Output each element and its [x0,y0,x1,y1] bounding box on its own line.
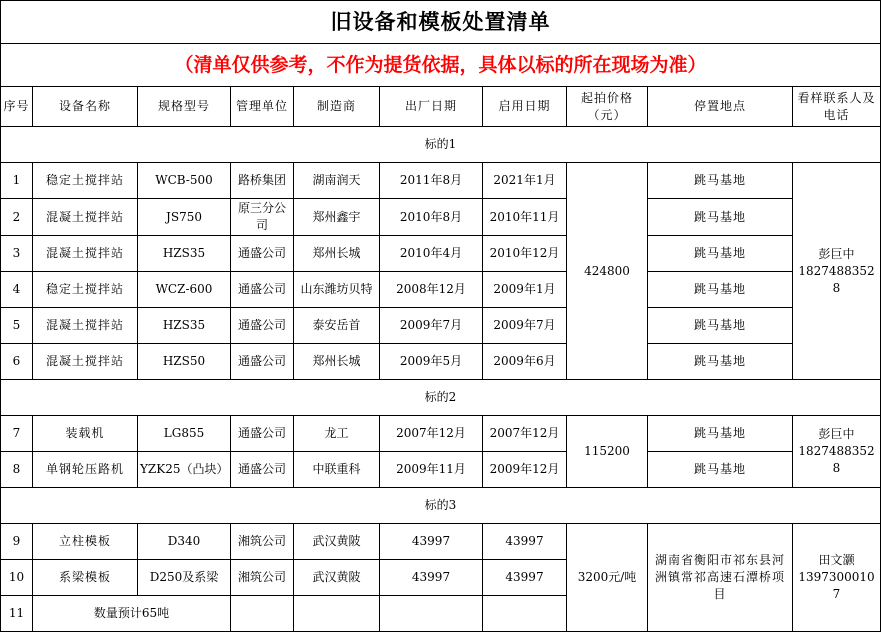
row-use-date: 2010年12月 [483,236,567,272]
row-use-date: 2009年12月 [483,452,567,488]
row-made-date: 2010年8月 [380,199,483,236]
row-location: 跳马基地 [648,308,793,344]
row-name: 单钢轮压路机 [33,452,138,488]
row-no: 9 [1,524,33,560]
header-no: 序号 [1,87,33,127]
lot-1-contact: 彭巨中 18274883528 [793,163,881,380]
table-row [1,308,881,344]
lot-3-location: 湖南省衡阳市祁东县河洲镇常祁高速石潭桥项目 [648,524,793,632]
row-location: 跳马基地 [648,163,793,199]
table-row [1,272,881,308]
header-location: 停置地点 [648,87,793,127]
row-unit: 湘筑公司 [231,560,294,596]
row-name: 混凝土搅拌站 [33,236,138,272]
lot-2-contact: 彭巨中 18274883528 [793,416,881,488]
header-use-date: 启用日期 [483,87,567,127]
header-unit: 管理单位 [231,87,294,127]
row-location: 跳马基地 [648,272,793,308]
lot-2-label: 标的2 [1,380,881,416]
empty-cell [231,596,294,632]
row-unit: 通盛公司 [231,344,294,380]
row-name: 混凝土搅拌站 [33,199,138,236]
row-use-date: 43997 [483,524,567,560]
row-use-date: 2007年12月 [483,416,567,452]
row-model: HZS50 [138,344,231,380]
row-no: 3 [1,236,33,272]
row-made-date: 2009年11月 [380,452,483,488]
row-maker: 武汉黄陂 [294,560,380,596]
row-no: 1 [1,163,33,199]
row-location: 跳马基地 [648,416,793,452]
row-made-date: 2008年12月 [380,272,483,308]
row-no: 5 [1,308,33,344]
row-no: 11 [1,596,33,632]
row-name: 稳定土搅拌站 [33,272,138,308]
row-no: 4 [1,272,33,308]
empty-cell [483,596,567,632]
row-no: 7 [1,416,33,452]
row-model: HZS35 [138,236,231,272]
row-name: 装载机 [33,416,138,452]
row-maker: 中联重科 [294,452,380,488]
row-made-date: 43997 [380,560,483,596]
row-use-date: 2009年6月 [483,344,567,380]
row-made-date: 43997 [380,524,483,560]
table-row [1,524,881,560]
row-maker: 山东潍坊贝特 [294,272,380,308]
row-maker: 龙工 [294,416,380,452]
row-name: 混凝土搅拌站 [33,344,138,380]
row-model: WCZ-600 [138,272,231,308]
row-unit: 路桥集团 [231,163,294,199]
header-model: 规格型号 [138,87,231,127]
row-model: YZK25（凸块） [138,452,231,488]
empty-cell [380,596,483,632]
row-maker: 湖南润天 [294,163,380,199]
row-no: 2 [1,199,33,236]
row-name: 系梁模板 [33,560,138,596]
table-row [1,416,881,452]
row-no: 10 [1,560,33,596]
header-price: 起拍价格（元） [567,87,648,127]
row-location: 跳马基地 [648,452,793,488]
header-maker: 制造商 [294,87,380,127]
row-use-date: 2021年1月 [483,163,567,199]
lot-1-price: 424800 [567,163,648,380]
page-title: 旧设备和模板处置清单 [1,1,881,44]
row-maker: 武汉黄陂 [294,524,380,560]
row-made-date: 2007年12月 [380,416,483,452]
row-maker: 郑州长城 [294,344,380,380]
table-row [1,452,881,488]
header-name: 设备名称 [33,87,138,127]
row-unit: 通盛公司 [231,308,294,344]
row-model: JS750 [138,199,231,236]
row-location: 跳马基地 [648,199,793,236]
row-use-date: 2009年7月 [483,308,567,344]
row-maker: 泰安岳首 [294,308,380,344]
disclaimer-subtitle: （清单仅供参考，不作为提货依据，具体以标的所在现场为准） [1,44,881,87]
table-row [1,344,881,380]
row-made-date: 2011年8月 [380,163,483,199]
row-made-date: 2010年4月 [380,236,483,272]
row-model: D250及系梁 [138,560,231,596]
row-location: 跳马基地 [648,236,793,272]
row-use-date: 43997 [483,560,567,596]
row-no: 6 [1,344,33,380]
row-unit: 通盛公司 [231,416,294,452]
row-model: D340 [138,524,231,560]
row-unit: 通盛公司 [231,236,294,272]
row-use-date: 2010年11月 [483,199,567,236]
row-location: 跳马基地 [648,344,793,380]
header-contact: 看样联系人及电话 [793,87,881,127]
lot-3-contact: 田文灏 13973000107 [793,524,881,632]
table-row [1,199,881,236]
lot-2-price: 115200 [567,416,648,488]
row-name: 稳定土搅拌站 [33,163,138,199]
row-made-date: 2009年7月 [380,308,483,344]
row-maker: 郑州鑫宇 [294,199,380,236]
lot-1-label: 标的1 [1,127,881,163]
row-unit: 通盛公司 [231,452,294,488]
row-unit: 原三分公司 [231,199,294,236]
row-model: HZS35 [138,308,231,344]
row-use-date: 2009年1月 [483,272,567,308]
table-row [1,236,881,272]
header-row [1,87,881,127]
empty-cell [294,596,380,632]
row-model: LG855 [138,416,231,452]
lot-3-label: 标的3 [1,488,881,524]
header-made-date: 出厂日期 [380,87,483,127]
lot-3-price: 3200元/吨 [567,524,648,632]
row-maker: 郑州长城 [294,236,380,272]
row-unit: 湘筑公司 [231,524,294,560]
row-name: 混凝土搅拌站 [33,308,138,344]
row-no: 8 [1,452,33,488]
table-row [1,163,881,199]
row-made-date: 2009年5月 [380,344,483,380]
row-model: WCB-500 [138,163,231,199]
row-name: 立柱模板 [33,524,138,560]
quantity-note: 数量预计65吨 [33,596,231,632]
row-unit: 通盛公司 [231,272,294,308]
